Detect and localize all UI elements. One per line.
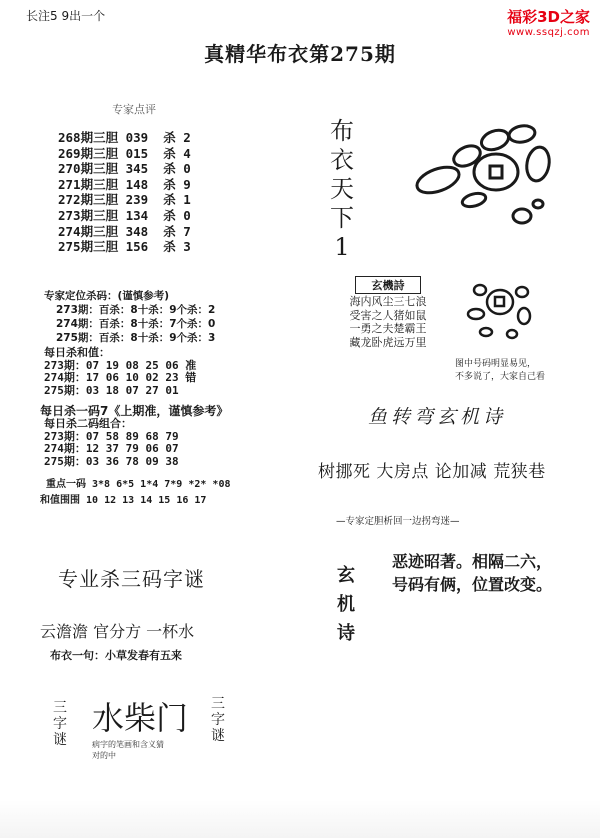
vertical-char: 字: [211, 712, 225, 728]
xuanji-caption: [455, 358, 545, 384]
vertical-char: 谜: [53, 732, 67, 748]
list-item: 272期三胆 239 杀 1: [58, 192, 191, 208]
two-code-combo-section: [44, 418, 179, 468]
xuanji-poem-text: [392, 550, 552, 596]
char-riddle-word: 水柴门: [92, 699, 189, 737]
four-phrase-line: 树挪死 大房点 论加减 荒狭巷: [318, 462, 546, 482]
vertical-char: 衣: [330, 146, 354, 174]
expert-banner: —专家定胆析回一边拐弯迷—: [336, 516, 460, 527]
list-item: 269期三胆 015 杀 4: [58, 145, 191, 161]
char-riddle-right-label: [210, 696, 226, 744]
vertical-char: 1: [334, 233, 350, 261]
list-item: 268期三胆 039 杀 2: [58, 130, 191, 145]
list-item: 273期：百杀：8十杀：9个杀：2: [56, 304, 216, 316]
vertical-char: 诗: [337, 623, 355, 644]
riddle-line: 云澹澹 官分方 一杯水: [40, 622, 195, 641]
section-heading: 每日杀和值：: [44, 346, 110, 359]
daily-sum-kill-section: [44, 347, 196, 397]
vertical-char: 谜: [211, 728, 225, 744]
caption-line: 不多说了，大家自己看: [455, 372, 546, 382]
xuanji-poem-vertical-label: [335, 561, 357, 648]
poem-line: 受害之人猪如鼠: [349, 308, 427, 322]
page-bottom-shadow: [0, 800, 600, 838]
list-item: 274期三胆 348 杀 7: [58, 223, 191, 239]
page-title: 真精华布衣第275期: [204, 42, 396, 66]
xuanji-lines: [334, 295, 442, 349]
top-note: 长注5 9出一个: [26, 9, 106, 23]
list-item: 275期：03 18 07 27 01: [44, 383, 179, 397]
section-heading: 专家定位杀码：(谨慎参考): [44, 290, 170, 302]
poem-line: 藏龙卧虎远万里: [349, 335, 427, 349]
vertical-char: 天: [330, 175, 354, 203]
list-item: 275期：百杀：8十杀：9个杀：3: [56, 332, 216, 344]
riddle-title: 专业杀三码字谜: [58, 567, 205, 591]
buyi-sentence: 布衣一句：小草发春有五来: [50, 649, 182, 662]
poem-line: 号码有俩，位置改变。: [392, 575, 553, 594]
vertical-char: 三: [53, 700, 67, 716]
one-kill-line: 每日杀一码7《上期准，谨慎参考》: [40, 404, 229, 418]
list-item: 274期：12 37 79 06 07: [44, 442, 179, 455]
list-item: 273期：07 58 89 68 79: [44, 429, 179, 443]
list-item: 270期三胆 345 杀 0: [58, 161, 191, 177]
vertical-char: 布: [330, 117, 354, 145]
fish-turn-poem-title: 鱼转弯玄机诗: [368, 406, 507, 428]
poem-line: 恶迹昭著。相隔二六，: [392, 552, 553, 571]
char-riddle-left-label: [52, 700, 68, 748]
three-dan-list: [58, 130, 191, 255]
xuanji-label: 玄機詩: [355, 276, 421, 294]
vertical-char: 三: [211, 696, 225, 712]
coin-chain-icon: [410, 118, 560, 230]
list-item: 274期：17 06 10 02 23 错: [44, 371, 197, 384]
position-kill-section: [44, 289, 215, 345]
buyi-tianxia-vertical: [327, 117, 357, 262]
char-riddle-note: [92, 739, 164, 761]
list-item: 271期三胆 148 杀 9: [58, 176, 191, 192]
vertical-char: 下: [330, 204, 354, 232]
note-line: 对的中: [92, 751, 116, 760]
brand-name: 福彩3D之家: [507, 8, 590, 26]
xuanji-poem-box: [334, 276, 442, 349]
vertical-char: 玄: [337, 565, 355, 586]
caption-line: 图中号码明显易见，: [455, 359, 537, 369]
section-heading: 每日杀二码组合：: [44, 417, 132, 430]
coin-cluster-icon: [462, 280, 542, 346]
brand-url[interactable]: www.ssqzj.com: [507, 27, 590, 38]
poem-line: 一勇之夫楚霸王: [349, 322, 427, 335]
vertical-char: 机: [337, 594, 355, 615]
list-item: 275期三胆 156 杀 3: [58, 239, 191, 255]
vertical-char: 字: [53, 716, 67, 732]
list-item: 273期：07 19 08 25 06 准: [44, 358, 197, 372]
list-item: 274期：百杀：8十杀：7个杀：0: [56, 318, 216, 330]
focus-code-line: 重点一码 3*8 6*5 1*4 7*9 *2* *08: [46, 479, 231, 490]
poem-line: 海内风尘三七浪: [349, 295, 427, 308]
brand-logo[interactable]: [507, 6, 590, 38]
sum-range-line: 和值围围 10 12 13 14 15 16 17: [40, 495, 207, 506]
list-item: 273期三胆 134 杀 0: [58, 207, 191, 223]
list-item: 275期：03 36 78 09 38: [44, 454, 179, 468]
three-kill-section-head: 专家点评: [112, 103, 156, 116]
note-line: 病字的笔画和含义猜: [92, 740, 164, 749]
